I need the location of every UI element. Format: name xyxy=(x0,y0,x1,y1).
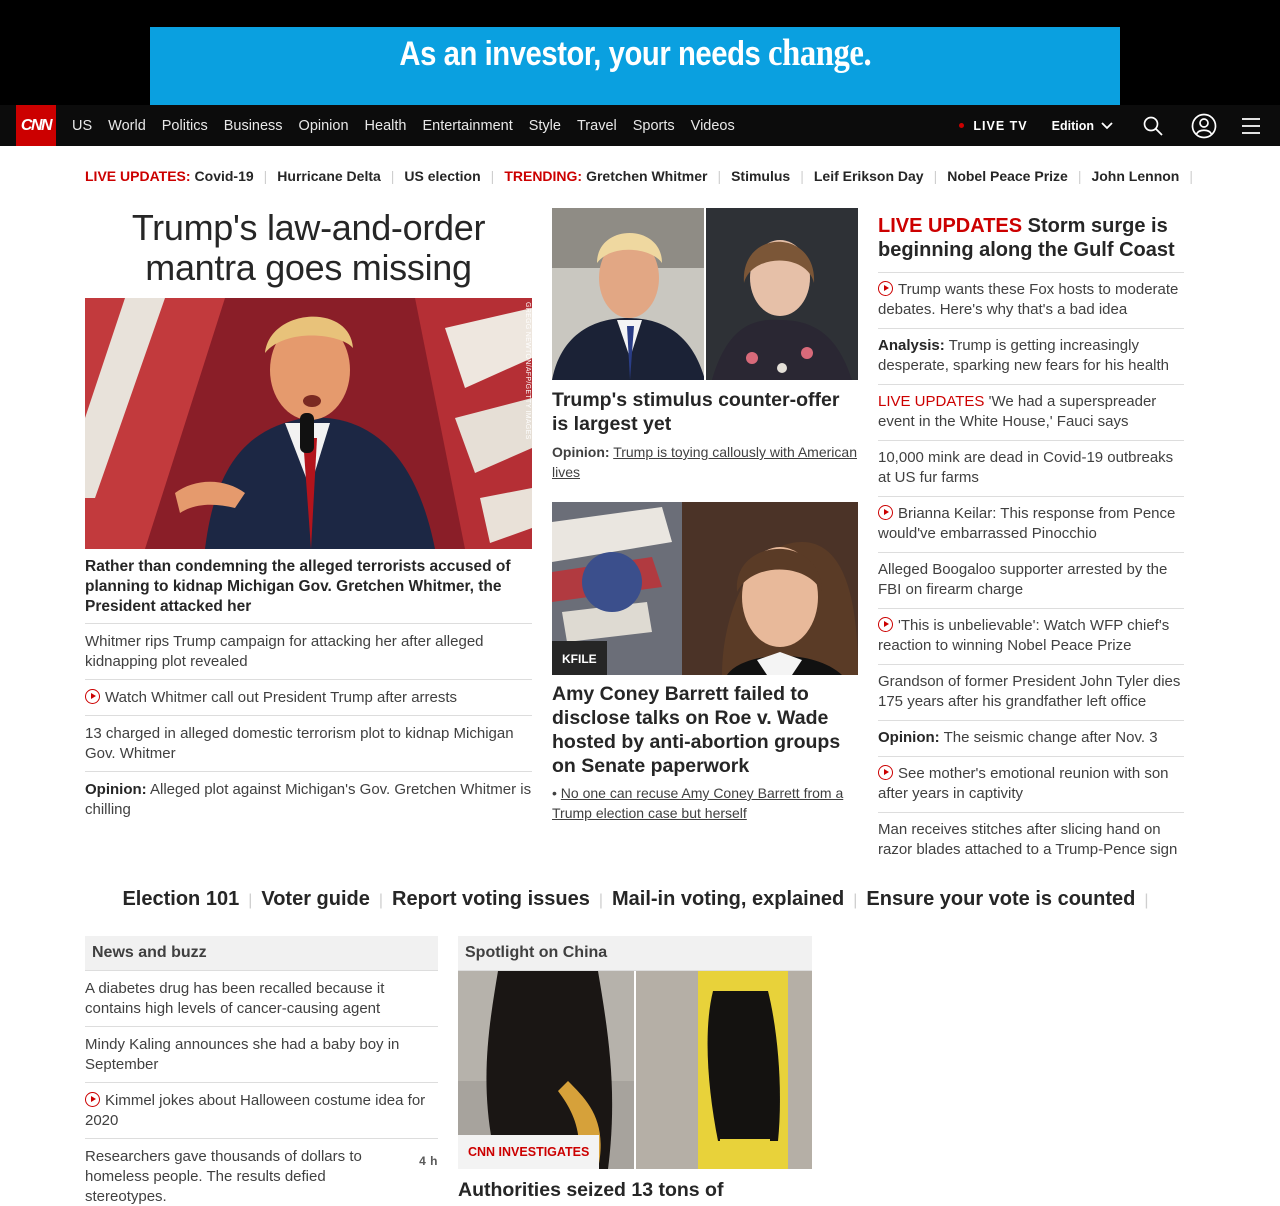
trending-link[interactable]: Hurricane Delta xyxy=(277,168,381,184)
list-item[interactable]: See mother's emotional reunion with son after years in captivity xyxy=(878,756,1184,812)
list-item[interactable]: LIVE UPDATES 'We had a superspreader event in the White House,' Fauci says xyxy=(878,384,1184,440)
live-dot-icon xyxy=(959,123,964,128)
lead-headline[interactable]: Trump's law-and-order mantra goes missing xyxy=(131,207,486,288)
list-item[interactable]: Grandson of former President John Tyler dies 175 years after his grandfather left office xyxy=(878,664,1184,720)
section-title: News and buzz xyxy=(85,936,438,971)
spotlight-image[interactable] xyxy=(458,971,812,1169)
trending-link[interactable]: US election xyxy=(404,168,481,184)
list-item[interactable]: 13 charged in alleged domestic terrorism plot to kidnap Michigan Gov. Whitmer xyxy=(85,715,532,771)
list-item[interactable]: Analysis: Trump is getting increasingly desperate, sparking new fears for his health xyxy=(878,328,1184,384)
election-link[interactable]: Ensure your vote is counted xyxy=(866,888,1136,910)
ad-text: As an investor, your needs change. xyxy=(399,32,871,74)
edition-dropdown[interactable] xyxy=(1052,119,1113,133)
list-item[interactable]: Brianna Keilar: This response from Pence would've embarrassed Pinocchio xyxy=(878,496,1184,552)
list-item[interactable]: Researchers gave thousands of dollars to homeless people. The results defied stereotypes. 4 h xyxy=(85,1148,438,1205)
chevron-down-icon xyxy=(1101,122,1113,130)
list-item[interactable]: Opinion: The seismic change after Nov. 3 xyxy=(878,720,1184,756)
list-item[interactable]: Opinion: Alleged plot against Michigan's Gov. Gretchen Whitmer is chilling xyxy=(85,771,532,827)
lead-column xyxy=(85,207,532,818)
list-item[interactable]: 10,000 mink are dead in Covid-19 outbreaks at US fur farms xyxy=(878,440,1184,496)
edition-label: Edition xyxy=(1051,118,1094,133)
nav-link-us[interactable]: US xyxy=(72,117,93,134)
kfile-tag: KFILE xyxy=(552,641,607,675)
live-tv-button[interactable] xyxy=(959,119,1027,133)
ad-banner[interactable] xyxy=(150,27,1120,105)
list-item[interactable]: Alleged Boogaloo supporter arrested by the FBI on firearm charge xyxy=(878,552,1184,608)
live-updates-label: LIVE UPDATES: xyxy=(85,168,191,184)
ad-strip xyxy=(0,0,1280,105)
nav-link-style[interactable]: Style xyxy=(528,117,561,134)
election-link[interactable]: Election 101 xyxy=(122,888,240,910)
list-item[interactable]: Trump wants these Fox hosts to moderate debates. Here's why that's a bad idea xyxy=(878,272,1184,328)
right-column xyxy=(878,214,1184,868)
nav-link-opinion[interactable]: Opinion xyxy=(298,117,349,134)
play-icon xyxy=(878,765,893,780)
list-item[interactable]: Watch Whitmer call out President Trump after arrests xyxy=(85,679,532,715)
trending-label: TRENDING: xyxy=(504,168,583,184)
live-tv-label: LIVE TV xyxy=(973,118,1028,133)
section-title: Spotlight on China xyxy=(458,936,812,971)
election-bar: Election 101 | Voter guide | Report voting issues | Mail-in voting, explained | Ensure your vote is counted | xyxy=(0,888,1280,914)
nav-link-health[interactable]: Health xyxy=(364,117,407,134)
hero-image[interactable] xyxy=(85,298,532,549)
trending-link[interactable]: Leif Erikson Day xyxy=(813,168,924,184)
list-item[interactable]: Man receives stitches after slicing hand on razor blades attached to a Trump-Pence sign xyxy=(878,812,1184,868)
hero-caption[interactable]: Rather than condemning the alleged terrorists accused of planning to kidnap Michigan Gov. Gretchen Whitmer, the President attacked her xyxy=(85,558,511,615)
barrett-related-link[interactable]: No one can recuse Amy Coney Barrett from a Trump election case but herself xyxy=(552,785,844,821)
nav-right xyxy=(959,105,1280,146)
list-item[interactable]: 'This is unbelievable': Watch WFP chief's reaction to winning Nobel Peace Prize xyxy=(878,608,1184,664)
trending-link[interactable]: Stimulus xyxy=(731,168,791,184)
top-nav xyxy=(0,105,1280,146)
nav-link-entertainment[interactable]: Entertainment xyxy=(422,117,513,134)
nav-link-videos[interactable]: Videos xyxy=(690,117,735,134)
nav-link-travel[interactable]: Travel xyxy=(576,117,617,134)
stimulus-headline[interactable]: Trump's stimulus counter-offer is largest yet xyxy=(552,389,840,435)
nav-links xyxy=(72,105,751,146)
nav-link-sports[interactable]: Sports xyxy=(632,117,675,134)
nav-link-politics[interactable]: Politics xyxy=(161,117,208,134)
spotlight-headline[interactable]: Authorities seized 13 tons of xyxy=(458,1179,724,1201)
stimulus-opinion: Opinion: Trump is toying callously with American lives xyxy=(552,444,857,480)
nav-link-business[interactable]: Business xyxy=(223,117,283,134)
play-icon xyxy=(878,505,893,520)
play-icon xyxy=(85,689,100,704)
play-icon xyxy=(878,617,893,632)
cnn-logo[interactable]: CNN xyxy=(16,105,56,146)
photo-credit: GREGG NEWTON/AFP/GETTY IMAGES xyxy=(524,302,531,440)
stimulus-image[interactable] xyxy=(552,208,858,380)
spotlight-china-section xyxy=(458,936,812,1202)
list-item[interactable]: A diabetes drug has been recalled because it contains high levels of cancer-causing agent xyxy=(85,971,438,1027)
list-item[interactable]: Kimmel jokes about Halloween costume idea for 2020 xyxy=(85,1083,438,1139)
trending-link[interactable]: Covid-19 xyxy=(194,168,254,184)
nav-link-world[interactable]: World xyxy=(108,117,146,134)
barrett-headline[interactable]: Amy Coney Barrett failed to disclose talks on Roe v. Wade hosted by anti-abortion groups on Senate paperwork xyxy=(552,683,841,777)
trending-link[interactable]: Gretchen Whitmer xyxy=(586,168,708,184)
menu-icon[interactable] xyxy=(1241,116,1261,136)
list-item[interactable]: Whitmer rips Trump campaign for attacking her after alleged kidnapping plot revealed xyxy=(85,623,532,679)
cnn-investigates-tag: CNN INVESTIGATES xyxy=(458,1135,599,1169)
search-icon[interactable] xyxy=(1143,116,1163,136)
trending-link[interactable]: Nobel Peace Prize xyxy=(947,168,1068,184)
list-item[interactable]: Mindy Kaling announces she had a baby boy in September xyxy=(85,1027,438,1083)
play-icon xyxy=(85,1092,100,1107)
trending-bar: LIVE UPDATES: Covid-19 | Hurricane Delta | US election | TRENDING: Gretchen Whitmer | Stimulus | Leif Erikson Day | Nobel Peace Prize | John Lennon | xyxy=(85,168,1193,184)
election-link[interactable]: Voter guide xyxy=(261,888,370,910)
storm-surge-headline[interactable]: LIVE UPDATES Storm surge is beginning along the Gulf Coast xyxy=(878,215,1175,261)
news-and-buzz-section xyxy=(85,936,438,1206)
play-icon xyxy=(878,281,893,296)
barrett-related: • No one can recuse Amy Coney Barrett from a Trump election case but herself xyxy=(552,785,844,821)
barrett-image[interactable] xyxy=(552,502,858,675)
account-icon[interactable] xyxy=(1191,113,1217,139)
lead-story-list xyxy=(85,623,532,827)
election-link[interactable]: Report voting issues xyxy=(392,888,590,910)
trending-link[interactable]: John Lennon xyxy=(1091,168,1180,184)
election-link[interactable]: Mail-in voting, explained xyxy=(612,888,845,910)
timestamp: 4 h xyxy=(419,1154,438,1168)
stimulus-opinion-link[interactable]: Trump is toying callously with American lives xyxy=(552,444,857,480)
